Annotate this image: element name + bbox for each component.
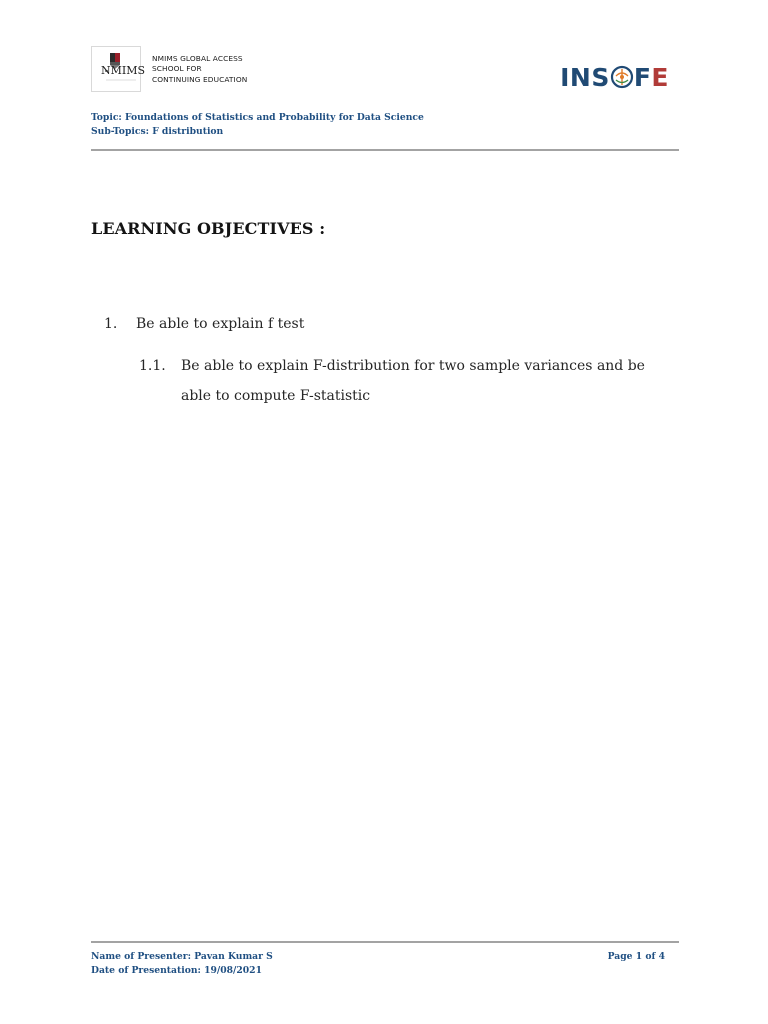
topic-block (91, 111, 424, 138)
sub-objective-item (139, 351, 679, 411)
nmims-text-line-1: NMIMS GLOBAL ACCESS (152, 54, 243, 63)
nmims-text-line-2: SCHOOL FOR (152, 64, 202, 74)
objective-text: Be able to explain f test (136, 316, 305, 332)
insofe-letters-ins: INS (560, 62, 610, 92)
footer-info (91, 950, 273, 978)
nmims-wordmark: NMIMS (100, 64, 146, 77)
sub-objective-text: Be able to explain F-distribution for two sample variances and be able to compute F-statistic (181, 358, 645, 404)
insofe-letter-e: E (651, 62, 669, 92)
page-header (91, 44, 679, 96)
presenter-name: Name of Presenter: Pavan Kumar S (91, 951, 273, 962)
nmims-emblem-icon (92, 47, 146, 91)
insofe-logo (560, 62, 669, 92)
insofe-globe-icon (611, 66, 633, 88)
sub-objective-number: 1.1. (139, 358, 166, 374)
footer-divider (91, 941, 679, 943)
presentation-date: Date of Presentation: 19/08/2021 (91, 965, 262, 976)
nmims-logo-text (152, 54, 247, 85)
topic-line: Topic: Foundations of Statistics and Probability for Data Science (91, 112, 424, 123)
nmims-text-line-3: CONTINUING EDUCATION (152, 74, 248, 84)
objective-item (104, 309, 664, 339)
nmims-logo (91, 46, 146, 92)
insofe-letter-f: F (633, 62, 652, 92)
page-number: Page 1 of 4 (607, 951, 665, 962)
page-heading: LEARNING OBJECTIVES : (91, 219, 326, 238)
header-divider (91, 149, 679, 151)
objective-number: 1. (104, 316, 118, 332)
subtopic-line: Sub-Topics: F distribution (91, 125, 224, 137)
